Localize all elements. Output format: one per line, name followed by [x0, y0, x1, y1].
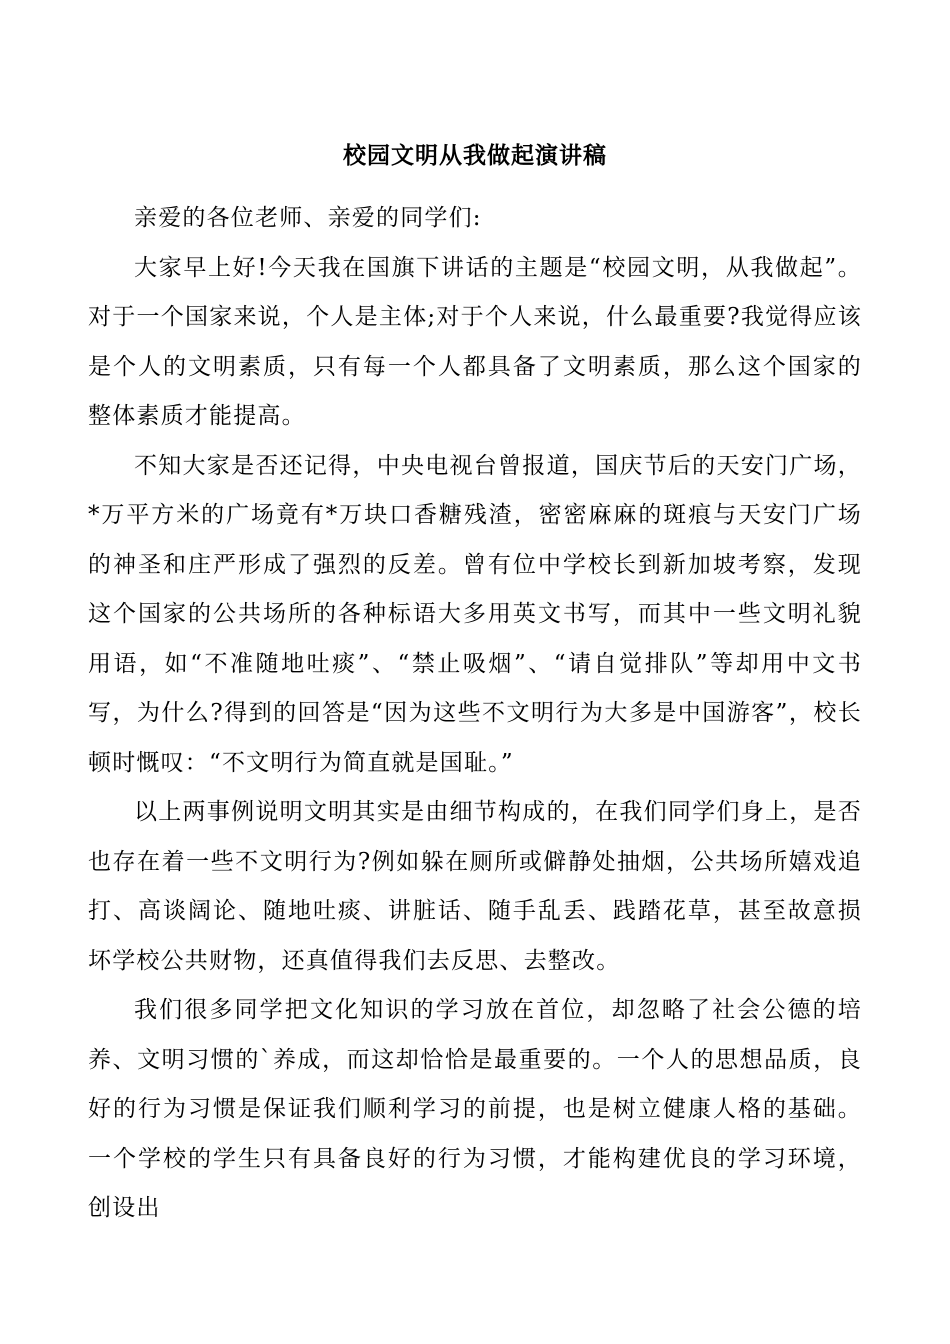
body-paragraph-1: 大家早上好!今天我在国旗下讲话的主题是“校园文明，从我做起”。对于一个国家来说，个人是主体;对于个人来说，什么最重要?我觉得应该是个人的文明素质，只有每一个人都具备了文明素质，那么这个国家的整体素质才能提高。	[88, 254, 862, 429]
body-paragraph-2: 不知大家是否还记得，中央电视台曾报道，国庆节后的天安门广场，*万平方米的广场竟有*万块口香糖残渣，密密麻麻的斑痕与天安门广场的神圣和庄严形成了强烈的反差。曾有位中学校长到新加坡考察，发现这个国家的公共场所的各种标语大多用英文书写，而其中一些文明礼貌用语，如“不准随地吐痰”、“禁止吸烟”、“请自觉排队”等却用中文书写，为什么?得到的回答是“因为这些不文明行为大多是中国游客”，校长顿时慨叹：“不文明行为简直就是国耻。”	[88, 452, 862, 776]
body-paragraph-4: 我们很多同学把文化知识的学习放在首位，却忽略了社会公德的培养、文明习惯的`养成，而这却恰恰是最重要的。一个人的思想品质，良好的行为习惯是保证我们顺利学习的前提，也是树立健康人格的基础。一个学校的学生只有具备良好的行为习惯，才能构建优良的学习环境，创设出	[88, 997, 862, 1221]
document-body	[88, 194, 862, 1234]
salutation-paragraph: 亲爱的各位老师、亲爱的同学们:	[134, 205, 482, 231]
body-paragraph-3: 以上两事例说明文明其实是由细节构成的，在我们同学们身上，是否也存在着一些不文明行为?例如躲在厕所或僻静处抽烟，公共场所嬉戏追打、高谈阔论、随地吐痰、讲脏话、随手乱丢、践踏花草，甚至故意损坏学校公共财物，还真值得我们去反思、去整改。	[88, 799, 862, 974]
document-title: 校园文明从我做起演讲稿	[343, 142, 607, 169]
